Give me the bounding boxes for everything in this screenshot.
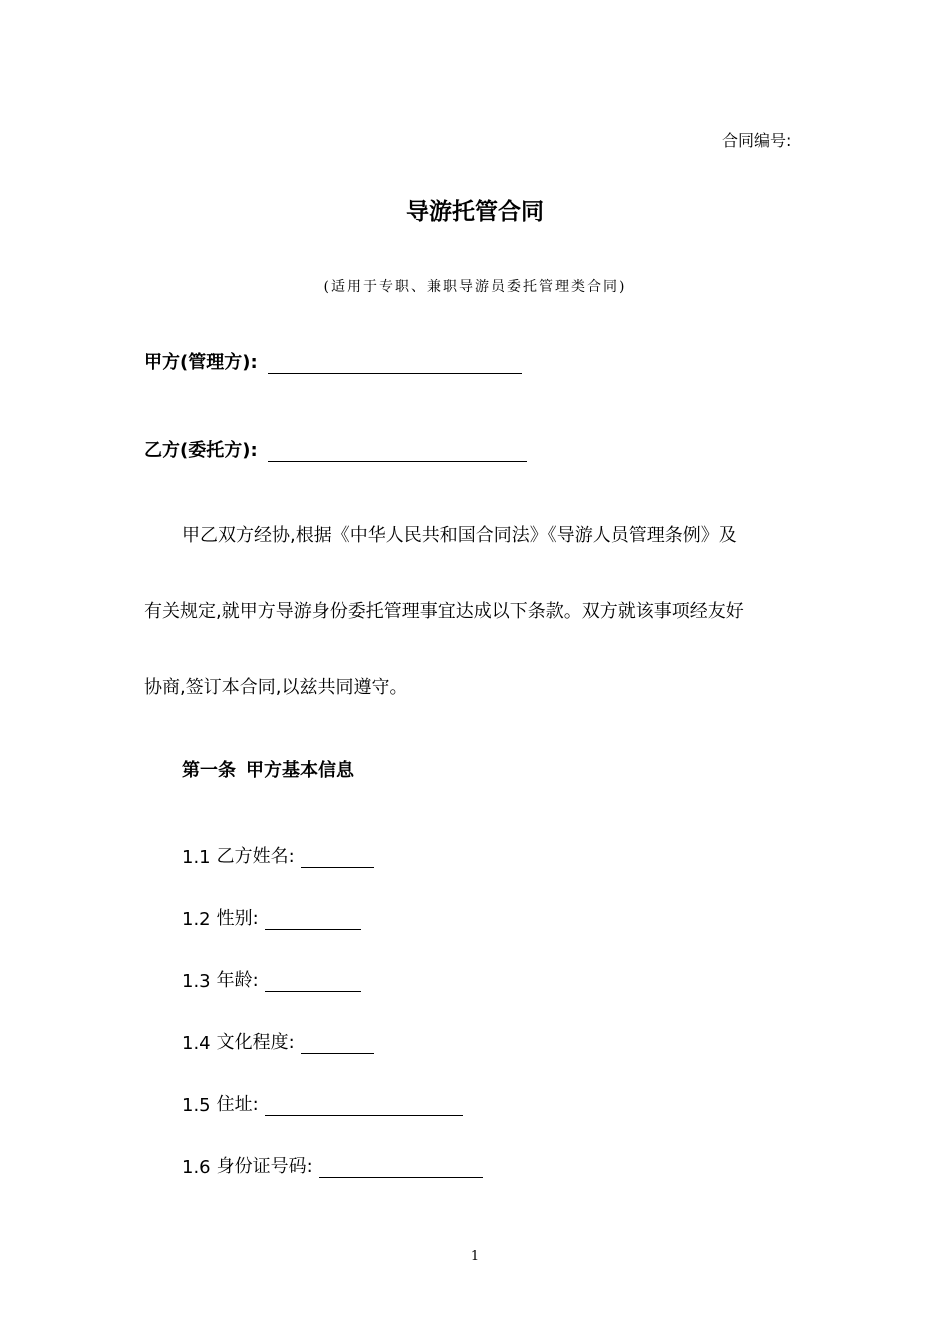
field-number: 1.3 [182,971,211,992]
page-number: 1 [470,1249,480,1264]
party-a-blank [268,355,522,374]
field-blank [265,911,361,930]
article-1-number: 第一条 [182,760,236,781]
field-label: 身份证号码: [216,1156,313,1177]
field-label: 住址: [216,1094,259,1115]
party-b-blank [268,443,527,462]
article-1-title: 甲方基本信息 [246,760,354,781]
field-blank [319,1159,483,1178]
field-label: 乙方姓名: [216,846,295,867]
intro-paragraph-line-3: 协商,签订本合同,以兹共同遵守。 [144,677,408,698]
field-number: 1.6 [182,1157,211,1178]
field-education [182,1028,374,1054]
intro-paragraph-line-1: 甲乙双方经协,根据《中华人民共和国合同法》《导游人员管理条例》及 [182,525,737,546]
field-blank [301,849,374,868]
party-a-label: 甲方(管理方): [144,352,258,373]
field-name [182,842,374,868]
field-blank [265,973,361,992]
party-a-line [144,348,522,374]
article-1-heading [182,756,354,782]
field-label: 年龄: [216,970,259,991]
field-gender [182,904,361,930]
field-age [182,966,361,992]
field-blank [265,1097,463,1116]
field-address [182,1090,463,1116]
field-number: 1.5 [182,1095,211,1116]
field-blank [301,1035,374,1054]
field-number: 1.1 [182,847,211,868]
party-b-label: 乙方(委托方): [144,440,258,461]
intro-paragraph-line-2: 有关规定,就甲方导游身份委托管理事宜达成以下条款。双方就该事项经友好 [144,601,744,622]
field-number: 1.4 [182,1033,211,1054]
field-label: 性别: [216,908,259,929]
document-subtitle: (适用于专职、兼职导游员委托管理类合同) [323,279,627,295]
field-id-number [182,1152,483,1178]
contract-number-label: 合同编号: [722,131,792,150]
document-title: 导游托管合同 [406,199,544,225]
field-number: 1.2 [182,909,211,930]
party-b-line [144,436,527,462]
field-label: 文化程度: [216,1032,295,1053]
